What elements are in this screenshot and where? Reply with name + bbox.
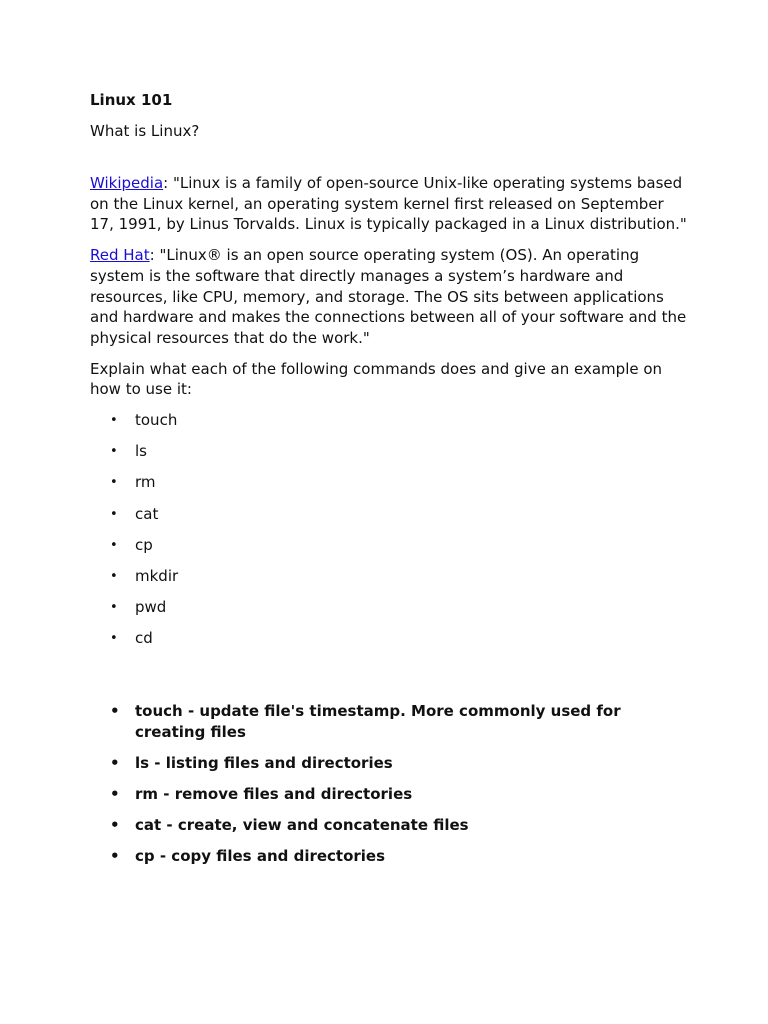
list-item (90, 566, 690, 587)
bullet-icon: • (110, 444, 118, 460)
bullet-icon: • (110, 568, 118, 584)
list-item (90, 597, 690, 618)
list-item (90, 535, 690, 556)
bullet-icon: • (110, 537, 118, 553)
redhat-quote-text: : "Linux® is an open source operating system (OS). An operating system is the software that directly manages a system’s hardware and resources, like CPU, memory, and storage. The OS sits between applications and hardware and makes the connections between all of your software and the physical resources that do the work." (90, 246, 687, 347)
document-page (90, 90, 690, 877)
document-subtitle: What is Linux? (90, 122, 200, 140)
redhat-quote (90, 245, 690, 349)
command-name: cat (135, 504, 159, 523)
command-name: pwd (135, 598, 167, 617)
bullet-icon: • (110, 475, 118, 491)
answer-text: cat - create, view and concatenate files (135, 816, 469, 835)
bullet-icon: • (110, 600, 118, 616)
list-item (90, 628, 690, 649)
answer-text: cp - copy files and directories (135, 847, 386, 866)
answer-text: touch - update file's timestamp. More commonly used for creating files (135, 702, 621, 742)
list-item (90, 753, 690, 774)
command-name: touch (135, 411, 178, 430)
bullet-icon: • (110, 754, 120, 773)
bullet-icon: • (110, 702, 120, 721)
bullet-icon: • (110, 847, 120, 866)
list-item (90, 846, 690, 867)
bullet-icon: • (110, 785, 120, 804)
command-name: mkdir (135, 566, 179, 585)
bullet-icon: • (110, 413, 118, 429)
command-name: ls (135, 442, 147, 461)
exercise-prompt: Explain what each of the following commands does and give an example on how to use it: (90, 359, 663, 399)
wikipedia-quote-text: : "Linux is a family of open-source Unix-like operating systems based on the Linux kernel, an operating system kernel first released on September 17, 1991, by Linus Torvalds. Linux is typically packaged in a Linux distribution." (90, 174, 687, 234)
list-item (90, 472, 690, 493)
bullet-icon: • (110, 631, 118, 647)
wikipedia-quote (90, 173, 690, 235)
command-name: rm (135, 473, 156, 492)
bullet-icon: • (110, 816, 120, 835)
list-item (90, 504, 690, 525)
command-list (90, 410, 690, 649)
document-title: Linux 101 (90, 91, 173, 109)
answer-text: ls - listing files and directories (135, 754, 393, 773)
list-item (90, 784, 690, 805)
list-item (90, 701, 690, 743)
command-name: cp (135, 535, 153, 554)
command-name: cd (135, 629, 153, 648)
redhat-link[interactable]: Red Hat (90, 246, 150, 265)
bullet-icon: • (110, 506, 118, 522)
wikipedia-link[interactable]: Wikipedia (90, 174, 164, 192)
answer-list (90, 701, 690, 867)
list-item (90, 441, 690, 462)
answer-text: rm - remove files and directories (135, 785, 413, 804)
list-item (90, 815, 690, 836)
list-item (90, 410, 690, 431)
